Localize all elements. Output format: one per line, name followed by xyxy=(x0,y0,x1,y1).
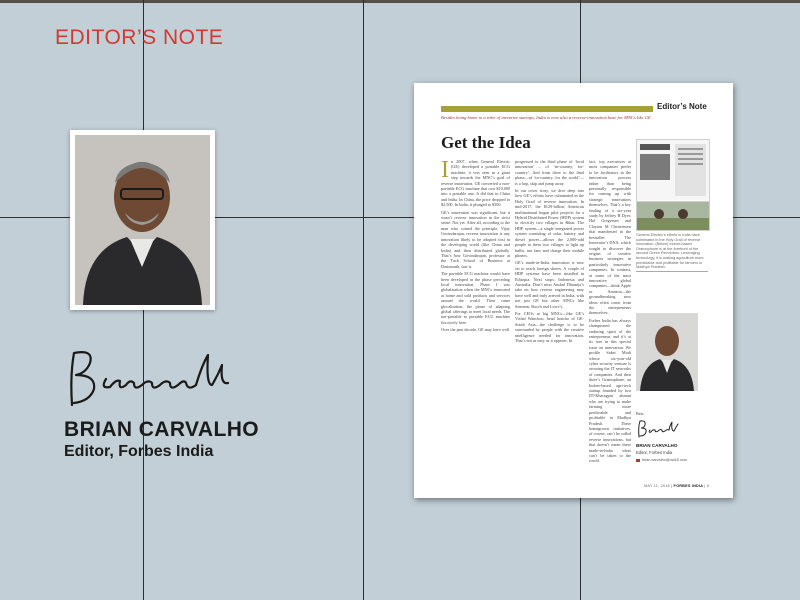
folio-magazine: FORBES INDIA xyxy=(673,484,704,488)
paragraph: In 2007, when General Electric (GE) developed a portable ECG machine, it was seen as a giant step towards the MNC’s goal of reverse innovation. GE converted a non-portable ECG machine that cost $10,000 into a portable one. It did that in China and India. In China, the price dropped to $2,500. In India, it plunged to $500. xyxy=(441,159,510,208)
page-folio: MAY 11, 2018 | FORBES INDIA | 5 xyxy=(644,484,710,488)
article-column-1 xyxy=(441,159,510,473)
page-section-title: Editor’s Note xyxy=(657,102,707,111)
paragraph: Forbes India has always championed the enduring spirit of the entrepreneur, and it’s at its fore in this special issue on innovation. We profile Saket Modi whose six-year-old cyber security venture is securing the IT networks of companies. And then there’s Gramophone, an Indore-based agri-tech startup founded by two IIT-Kharagpur alumni who are trying to make farming more predictable and profitable in Madhya Pradesh. These homegrown initiatives, of course, can’t be called reverse innovations, but that doesn’t mean these made-in-India ideas can’t be taken to the world. xyxy=(589,317,631,464)
portrait-image xyxy=(75,135,210,305)
section-strip xyxy=(441,106,653,112)
section-label: EDITOR’S NOTE xyxy=(55,26,224,49)
photo-caption: General Electric’s efforts in India have culminated in the Holy Grail of reverse innovation. (Below) Indore-based Gramophone is at the forefront of the second Green Revolution. Leveraging technology, it is making agriculture more predictable and profitable for farmers in Madhya Pradesh xyxy=(636,233,704,270)
paragraph: GE’s innovation was significant, but it wasn’t reverse innovation in the strict sense. Not yet. After all, according to the man who coined the principle, Vijay Govindarajan, reverse innovation is any innovation likely to be adopted first in the developing world (like China and India) and then distributed globally. That’s how Govindarajan, professor at the Tuck School of Business at Dartmouth, saw it. xyxy=(441,209,510,269)
editor-name: BRIAN CARVALHO xyxy=(64,418,259,441)
page-deck: Besides being home to a tribe of inventive startups, India is now also a reverse-innovation base for MNCs like GE xyxy=(441,115,651,120)
closing-text: Best, xyxy=(636,411,645,416)
paragraph: In our cover story, we dive deep into how GE’s efforts have culminated in the Holy Grail of reverse innovation. In mid-2017, the $129-billion American multinational began pilot projects for a Hybrid Distributed Power (HDP) system to electrify two villages in Bihar. The HDP system—a single integrated power system consisting of solar, battery and diesel power—allows the 2,000-odd people in these two villages to light up bulbs, run fans and charge their mobile phones. xyxy=(515,188,584,258)
article-column-3 xyxy=(589,159,631,473)
page-headline: Get the Idea xyxy=(441,133,531,152)
editor-role: Editor, Forbes India xyxy=(64,443,214,460)
dropcap: I xyxy=(441,159,449,183)
portrait-image xyxy=(636,313,698,391)
mini-editor-role: Editor, Forbes India xyxy=(636,450,673,455)
folio-date: MAY 11, 2018 xyxy=(644,484,670,488)
folio-page-number: 5 xyxy=(706,484,710,488)
article-column-2 xyxy=(515,159,584,473)
magazine-page xyxy=(414,83,733,498)
top-border xyxy=(0,0,800,3)
paragraph: For CEOs at big MNCs—like GE’s Vishal Wanchoo, head honcho of GE-South Asia—the challenge is to be surrounded by people with the creative intelligence needed for innovation. That’s not as easy as it appears. In xyxy=(515,310,584,343)
mini-signature xyxy=(636,419,680,444)
paragraph: The portable ECG machine would have been developed in the phase preceding local innovation. Phase I was globalisation when the MNCs innovated at home and sold products and services around the world. Then came glocalisation, the phase of adapting global offerings to meet local needs. The not-portable to portable ECG machine fits nicely here. xyxy=(441,271,510,325)
paragraph: progressed to the third phase of ‘local innovation’ – of ‘in-country, for-country’. And from there to the final phase—of ‘in-country, for the world’—is a hop, skip and jump away. xyxy=(515,159,584,186)
divider xyxy=(636,271,708,272)
signature-icon xyxy=(636,419,680,439)
paragraph: Over the past decade, GE may have well xyxy=(441,327,510,333)
cover-spread-image xyxy=(637,140,709,200)
editor-photo xyxy=(70,130,215,310)
signature xyxy=(60,345,235,420)
mini-editor-name: BRIAN CARVALHO xyxy=(636,443,678,448)
field-image xyxy=(637,202,709,230)
editor-email: brian.carvalho@nw18.com xyxy=(636,458,687,462)
editor-mini-photo xyxy=(636,313,698,391)
paragraph: fact, top executives at most companies prefer to be facilitators in the innovation process rather than being personally responsible for coming up with strategic innovations themselves. That’s a key finding of a six-year study by Jeffrey H Dyer, Hal Gregersen and Clayton M Christensen that manifested in the bestseller The Innovator’s DNA, which sought to discover the origins of creative business strategies in particularly innovative companies. In contrast, at some of the most innovative global companies—think Apple or Amazon—the groundbreaking new ideas often come from the entrepreneurs themselves. xyxy=(589,159,631,316)
crop-guide-vertical xyxy=(363,0,364,600)
paragraph: GE’s made-in-India innovation is now set to reach foreign shores. A couple of HDP systems have been installed in Ethiopia. Next stops: Indonesia and Australia. Don’t miss Anshul Dhamija’s take on how reverse engineering may have well and truly arrived in India, with not just GE but other MNCs like Siemens, Bosch and Lowe’s. xyxy=(515,260,584,309)
gramophone-thumbnail xyxy=(636,201,710,231)
signature-icon xyxy=(60,345,235,415)
